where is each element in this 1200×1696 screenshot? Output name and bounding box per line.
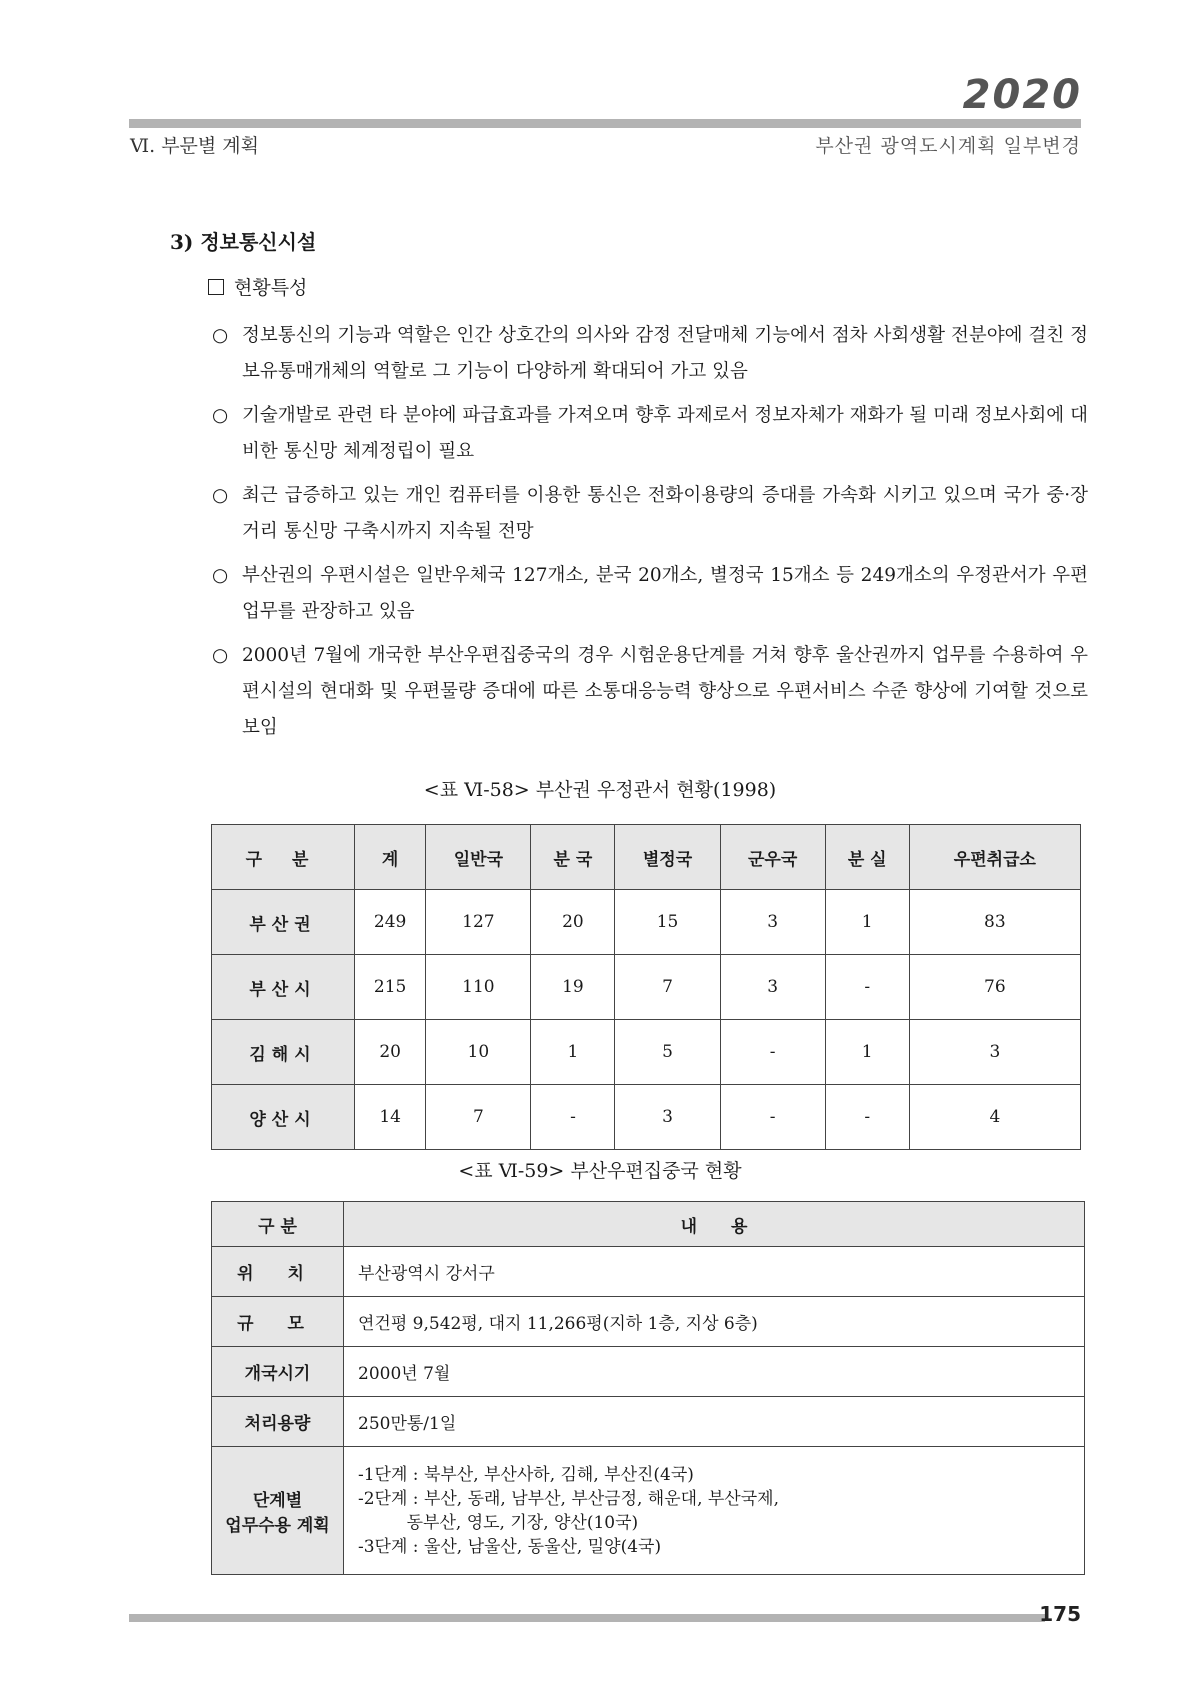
footer-rule: [129, 1614, 1045, 1622]
table-cell: 3: [720, 955, 825, 1020]
circle-bullet-icon: ○: [212, 645, 229, 666]
table2-caption: <표 Ⅵ-59> 부산우편집중국 현황: [458, 1160, 742, 1182]
row-value: 2000년 7월: [344, 1347, 1085, 1397]
row-label: 규 모: [212, 1297, 344, 1347]
table-cell: -: [720, 1085, 825, 1150]
table-header-cell: 분 실: [825, 825, 909, 890]
table-cell: 3: [909, 1020, 1080, 1085]
table-header-cell: 내 용: [344, 1202, 1085, 1247]
row-value: 250만통/1일: [344, 1397, 1085, 1447]
plan-line: -3단계 : 울산, 남울산, 동울산, 밀양(4국): [358, 1536, 662, 1557]
table-cell: 3: [720, 890, 825, 955]
circle-bullet-icon: ○: [212, 565, 229, 586]
postal-offices-table: [211, 824, 1081, 1150]
header-year: 2020: [962, 72, 1082, 118]
row-header-cell: 부산권: [212, 890, 355, 955]
table-row: [212, 1297, 1085, 1347]
circle-bullet-icon: ○: [212, 325, 229, 346]
table-cell: 76: [909, 955, 1080, 1020]
plan-line: -1단계 : 북부산, 부산사하, 김해, 부산진(4국): [358, 1464, 694, 1485]
plan-line: 동부산, 영도, 기장, 양산(10국): [358, 1512, 639, 1533]
table-cell: 7: [615, 955, 720, 1020]
bullet-item: [212, 558, 1088, 630]
subheading-text: 현황특성: [234, 277, 308, 299]
table-cell: 3: [615, 1085, 720, 1150]
table-header-cell: 계: [355, 825, 426, 890]
table-cell: 15: [615, 890, 720, 955]
table-cell: 110: [426, 955, 531, 1020]
row-label: 위 치: [212, 1247, 344, 1297]
table-cell: 7: [426, 1085, 531, 1150]
table-header-cell: 구 분: [212, 1202, 344, 1247]
row-label: 처리용량: [212, 1397, 344, 1447]
bullet-text: 2000년 7월에 개국한 부산우편집중국의 경우 시험운용단계를 거쳐 향후 울산권까지 업무를 수용하여 우편시설의 현대화 및 우편물량 증대에 따른 소통대응능력 향상으로 우편서비스 수준 향상에 기여할 것으로 보임: [242, 645, 1088, 738]
table-cell: 5: [615, 1020, 720, 1085]
plan-label-line: 단계별: [252, 1490, 303, 1511]
table-row: [212, 955, 1081, 1020]
bullet-item: [212, 638, 1088, 746]
row-label: 개국시기: [212, 1347, 344, 1397]
row-header-cell: 김해시: [212, 1020, 355, 1085]
table-row: [212, 1247, 1085, 1297]
bullet-text: 최근 급증하고 있는 개인 컴퓨터를 이용한 통신은 전화이용량의 증대를 가속화 시키고 있으며 국가 중·장거리 통신망 구축시까지 지속될 전망: [242, 485, 1088, 542]
table-header-cell: 일반국: [426, 825, 531, 890]
table-cell: 4: [909, 1085, 1080, 1150]
mail-center-table: [211, 1201, 1085, 1575]
table-cell: 1: [825, 1020, 909, 1085]
row-value: 부산광역시 강서구: [344, 1247, 1085, 1297]
row-value: 연건평 9,542평, 대지 11,266평(지하 1층, 지상 6층): [344, 1297, 1085, 1347]
checkbox-square-icon: [208, 279, 224, 295]
table1-caption: <표 Ⅵ-58> 부산권 우정관서 현황(1998): [423, 779, 777, 801]
bullet-item: [212, 398, 1088, 470]
section-title: 3) 정보통신시설: [170, 230, 317, 254]
circle-bullet-icon: ○: [212, 405, 229, 426]
table-cell: -: [720, 1020, 825, 1085]
table-cell: 19: [531, 955, 615, 1020]
table-row: [212, 1447, 1085, 1575]
bullet-text: 부산권의 우편시설은 일반우체국 127개소, 분국 20개소, 별정국 15개소 등 249개소의 우정관서가 우편업무를 관장하고 있음: [242, 565, 1088, 622]
row-label: [212, 1447, 344, 1575]
header-rule: [129, 119, 1081, 128]
table-header-cell: 별정국: [615, 825, 720, 890]
table-cell: 215: [355, 955, 426, 1020]
table-cell: 14: [355, 1085, 426, 1150]
table-cell: -: [825, 955, 909, 1020]
table-header-cell: 군우국: [720, 825, 825, 890]
page-number: 175: [1039, 1602, 1081, 1626]
table-cell: 83: [909, 890, 1080, 955]
table-cell: 127: [426, 890, 531, 955]
table-row: [212, 1347, 1085, 1397]
bullet-text: 기술개발로 관련 타 분야에 파급효과를 가져오며 향후 과제로서 정보자체가 재화가 될 미래 정보사회에 대비한 통신망 체계정립이 필요: [242, 405, 1088, 462]
table-row: [212, 890, 1081, 955]
table-cell: -: [825, 1085, 909, 1150]
circle-bullet-icon: ○: [212, 485, 229, 506]
table-header-cell: 우편취급소: [909, 825, 1080, 890]
subheading: [208, 273, 307, 300]
table-cell: 20: [531, 890, 615, 955]
table-cell: 20: [355, 1020, 426, 1085]
table-cell: 1: [531, 1020, 615, 1085]
table-cell: 1: [825, 890, 909, 955]
table-cell: -: [531, 1085, 615, 1150]
table-row: [212, 1085, 1081, 1150]
plan-label-line: 업무수용 계획: [225, 1515, 330, 1536]
bullet-item: [212, 318, 1088, 390]
table-row: [212, 1020, 1081, 1085]
table-header-cell: 구 분: [212, 825, 355, 890]
table-cell: 10: [426, 1020, 531, 1085]
table-cell: 249: [355, 890, 426, 955]
chapter-title: Ⅵ. 부문별 계획: [130, 135, 260, 157]
table-header-row: [212, 825, 1081, 890]
row-header-cell: 부산시: [212, 955, 355, 1020]
bullet-item: [212, 478, 1088, 550]
bullet-text: 정보통신의 기능과 역할은 인간 상호간의 의사와 감정 전달매체 기능에서 점차 사회생활 전분야에 걸친 정보유통매개체의 역할로 그 기능이 다양하게 확대되어 가고 있음: [242, 325, 1088, 382]
row-value: [344, 1447, 1085, 1575]
table-row: [212, 1397, 1085, 1447]
row-header-cell: 양산시: [212, 1085, 355, 1150]
document-title: 부산권 광역도시계획 일부변경: [815, 135, 1081, 157]
table-header-row: [212, 1202, 1085, 1247]
table-header-cell: 분 국: [531, 825, 615, 890]
plan-line: -2단계 : 부산, 동래, 남부산, 부산금정, 해운대, 부산국제,: [358, 1488, 779, 1509]
